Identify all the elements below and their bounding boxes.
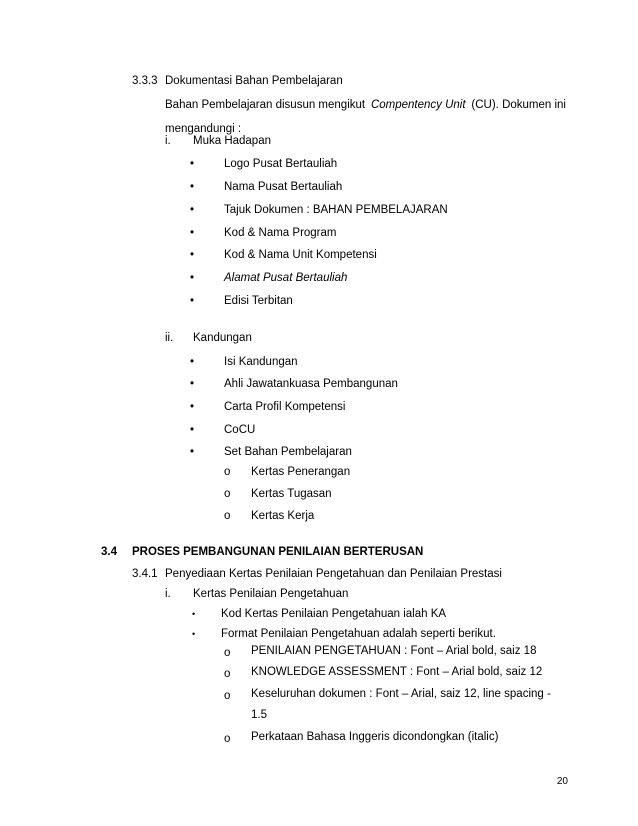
bullet-icon: • [190,378,195,390]
list-title: Muka Hadapan [193,135,271,147]
list-title: Kandungan [193,332,252,344]
sub-list-item: Kertas Tugasan [251,488,332,500]
list-item: Isi Kandungan [224,356,298,368]
list-item: Edisi Terbitan [224,295,293,307]
section-number: 3.3.3 [132,75,158,87]
circle-bullet-icon: o [224,668,231,680]
paragraph-italic-term: Compentency Unit [370,99,466,111]
list-item: Kod & Nama Unit Kompetensi [224,249,377,261]
paragraph-text: Bahan Pembelajaran disusun mengikut [165,99,366,111]
list-item: Logo Pusat Bertauliah [224,158,338,170]
circle-bullet-icon: o [224,690,231,702]
bullet-icon: • [192,629,196,639]
bullet-icon: • [190,204,195,216]
page-number: 20 [556,776,568,787]
circle-bullet-icon: o [224,466,231,478]
list-number: i. [165,588,171,600]
sub-list-item: PENILAIAN PENGETAHUAN : Font – Arial bold, saiz 18 [251,645,537,657]
list-item: Nama Pusat Bertauliah [224,181,343,193]
subsection-title: Penyediaan Kertas Penilaian Pengetahuan dan Penilaian Prestasi [165,568,502,580]
list-item: Carta Profil Kompetensi [224,401,346,413]
bullet-icon: • [190,272,195,284]
section-number: 3.4 [101,546,117,558]
sub-list-item: KNOWLEDGE ASSESSMENT : Font – Arial bold, saiz 12 [251,666,543,678]
sub-list-item: Perkataan Bahasa Inggeris dicondongkan (italic) [251,731,499,743]
list-item: Kod Kertas Penilaian Pengetahuan ialah KA [221,608,447,620]
sub-list-item: Keseluruhan dokumen : Font – Arial, saiz 12, line spacing - [251,688,551,700]
sub-list-item: Kertas Penerangan [251,466,351,478]
bullet-icon: • [192,609,196,619]
sub-list-item: Kertas Kerja [251,510,315,522]
paragraph-text: (CU). Dokumen ini [471,99,566,111]
subsection-number: 3.4.1 [132,568,158,580]
list-item: Set Bahan Pembelajaran [224,446,352,458]
circle-bullet-icon: o [224,510,231,522]
circle-bullet-icon: o [224,488,231,500]
list-item: Alamat Pusat Bertauliah [224,272,348,284]
bullet-icon: • [190,356,195,368]
bullet-icon: • [190,249,195,261]
list-item: Format Penilaian Pengetahuan adalah seperti berikut. [221,628,496,640]
list-item: Tajuk Dokumen : BAHAN PEMBELAJARAN [224,204,448,216]
list-item: CoCU [224,424,256,436]
bullet-icon: • [190,295,195,307]
list-item: Ahli Jawatankuasa Pembangunan [224,378,398,390]
list-number: ii. [165,332,174,344]
sub-list-item-continuation: 1.5 [251,709,267,721]
section-title: Dokumentasi Bahan Pembelajaran [165,75,343,87]
bullet-icon: • [190,181,195,193]
circle-bullet-icon: o [224,647,231,659]
bullet-icon: • [190,446,195,458]
bullet-icon: • [190,424,195,436]
paragraph-line [165,98,566,112]
list-item: Kod & Nama Program [224,227,337,239]
section-title: PROSES PEMBANGUNAN PENILAIAN BERTERUSAN [132,546,424,558]
bullet-icon: • [190,401,195,413]
circle-bullet-icon: o [224,733,231,745]
bullet-icon: • [190,227,195,239]
list-number: i. [165,135,171,147]
list-title: Kertas Penilaian Pengetahuan [193,588,349,600]
paragraph-line: mengandungi : [165,123,242,135]
bullet-icon: • [190,158,195,170]
